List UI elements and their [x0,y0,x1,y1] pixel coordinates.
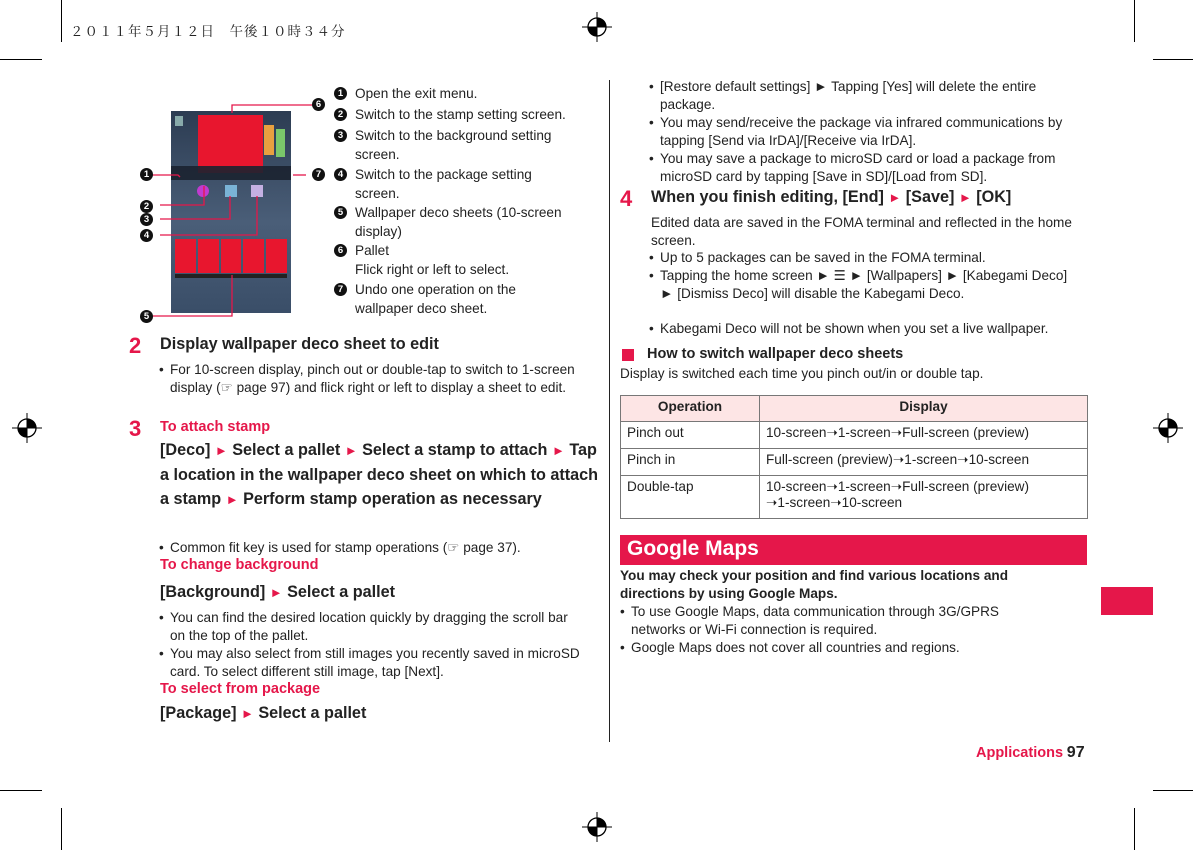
side-tab [1101,587,1153,615]
subheading: To select from package [160,681,321,697]
bullet: • Google Maps does not cover all countries and regions. [620,640,960,655]
step-instruction: [Package] ► Select a pallet [160,704,367,722]
bullet: • You may save a package to microSD card or load a package from microSD card by tapping [Save in SD]/[Load from SD]. [649,151,1056,184]
bullet: • You can find the desired location quickly by dragging the scroll bar on the top of the pallet. [159,610,568,643]
crop-mark [1153,59,1193,60]
intro-text: You may check your position and find various locations and directions by using Google Maps. [620,568,1008,601]
table-row: Pinch out 10-screen➝1-screen➝Full-screen (preview) [621,422,1088,449]
table-header: Display [760,396,1088,422]
bullet: • You may also select from still images you recently saved in microSD card. To select different still image, tap [Next]. [159,646,580,679]
step-instruction: [Deco] ► Select a pallet ► Select a stamp to attach ► Tap a location in the wallpaper deco sheet on which to attach a stamp ► Perform stamp operation as necessary [160,441,599,508]
section-heading: How to switch wallpaper deco sheets [647,346,904,362]
legend-item: Undo one operation on the wallpaper deco sheet. [355,282,516,316]
crop-mark [0,59,42,60]
step-number: 3 [129,416,142,441]
banner-title: Google Maps [627,537,759,560]
callout-number-3: 3 [140,213,153,226]
section-banner [620,535,1087,565]
table-header: Operation [621,396,760,422]
bullet: • For 10-screen display, pinch out or double-tap to switch to 1-screen display (☞ page 97) and flick right or left to display a sheet to edit. [159,362,575,395]
bullet: • You may send/receive the package via infrared communications by tapping [Send via IrDA]/[Receive via IrDA]. [649,115,1063,148]
crop-mark [1134,808,1135,850]
callout-lines [140,95,320,325]
legend-item: Switch to the stamp setting screen. [355,107,566,122]
page-footer: Applications 97 [976,744,1085,761]
crop-mark [61,0,62,42]
crop-mark [1153,790,1193,791]
column-divider [609,80,610,742]
subheading: To change background [160,557,319,573]
bullet: • Common fit key is used for stamp operations (☞ page 37). [159,540,521,555]
step-number: 4 [620,186,633,211]
bullet: • Up to 5 packages can be saved in the FOMA terminal. [649,250,986,265]
registration-mark-icon [582,12,612,42]
step-instruction: [Background] ► Select a pallet [160,583,396,601]
crop-mark [0,790,42,791]
crop-mark [61,808,62,850]
heading-square-icon [622,349,634,361]
subheading: To attach stamp [160,419,271,435]
bullet: • To use Google Maps, data communication through 3G/GPRS networks or Wi-Fi connection is required. [620,604,999,637]
registration-mark-icon [12,413,42,443]
bullet: • Kabegami Deco will not be shown when you set a live wallpaper. [649,321,1049,336]
registration-mark-icon [582,812,612,842]
legend-item: Wallpaper deco sheets (10-screen display) [355,205,562,239]
callout-number-6: 6 [312,98,325,111]
legend-item: Open the exit menu. [355,86,478,101]
step-body: Edited data are saved in the FOMA terminal and reflected in the home screen. [651,215,1072,248]
legend-item: Pallet Flick right or left to select. [355,243,510,277]
step-title: When you finish editing, [End] ► [Save] ► [OK] [651,188,1012,206]
table-row: Double-tap 10-screen➝1-screen➝Full-screen (preview) ➝1-screen➝10-screen [621,476,1088,519]
step-title: Display wallpaper deco sheet to edit [160,335,439,353]
section-description: Display is switched each time you pinch out/in or double tap. [620,366,984,381]
table-row: Pinch in Full-screen (preview)➝1-screen➝10-screen [621,449,1088,476]
callout-number-4: 4 [140,229,153,242]
registration-mark-icon [1153,413,1183,443]
callout-number-5: 5 [140,310,153,323]
print-timestamp: ２０１１年５月１２日 午後１０時３４分 [70,24,346,40]
bullet: • Tapping the home screen ► ☰ ► [Wallpapers] ► [Kabegami Deco] ► [Dismiss Deco] will disable the Kabegami Deco. [649,268,1068,301]
switch-table [620,395,1088,519]
bullet: • [Restore default settings] ► Tapping [Yes] will delete the entire package. [649,79,1037,112]
crop-mark [1134,0,1135,42]
legend-item: Switch to the background setting screen. [355,128,552,162]
callout-number-1: 1 [140,168,153,181]
step-number: 2 [129,333,142,358]
legend-item: Switch to the package setting screen. [355,167,532,201]
callout-number-2: 2 [140,200,153,213]
callout-number-7: 7 [312,168,325,181]
